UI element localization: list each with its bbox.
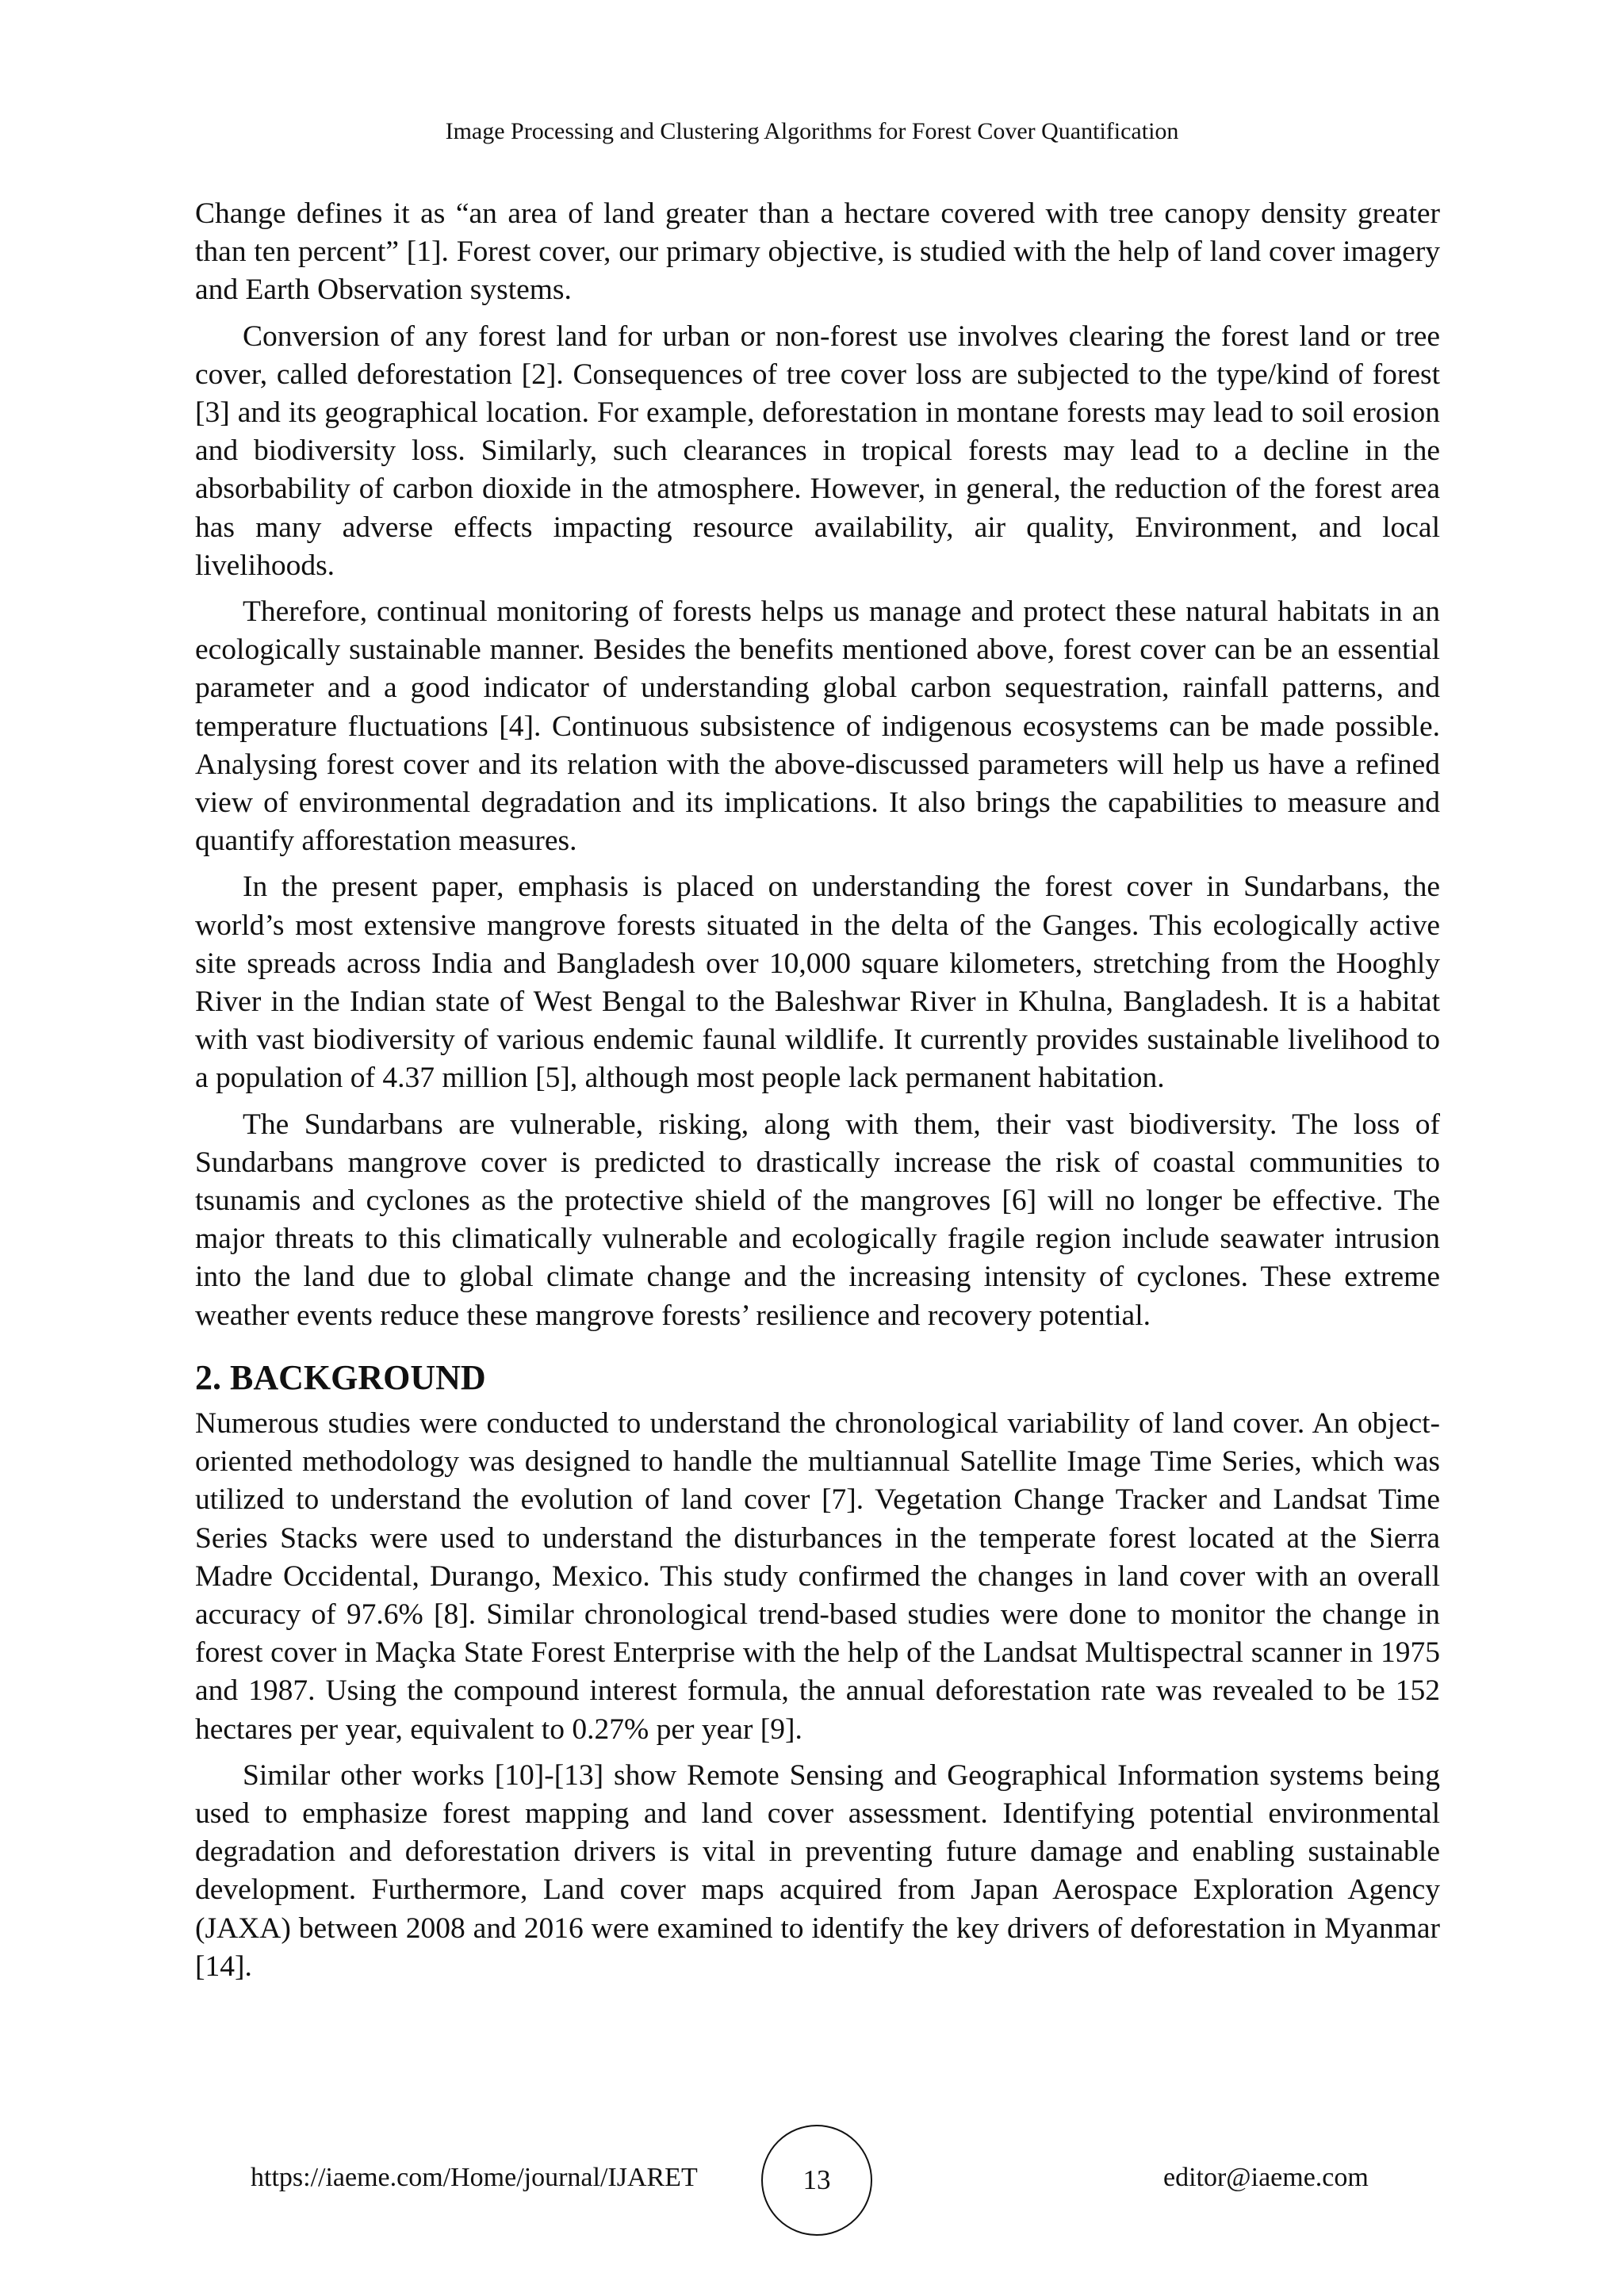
page-number: 13 <box>761 2125 872 2236</box>
paragraph-2: Conversion of any forest land for urban or non-forest use involves clearing the forest land or tree cover, called deforestation [2]. Consequences of tree cover loss are subjected to the type/kind of forest [3] and its geographical location. For example, deforestation in montane forests may lead to soil erosion and biodiversity loss. Similarly, such clearances in tropical forests may lead to a decline in the absorbability of carbon dioxide in the atmosphere. However, in general, the reduction of the forest area has many adverse effects impacting resource availability, air quality, Environment, and local livelihoods. <box>195 320 1440 582</box>
footer-email-link[interactable]: editor@iaeme.com <box>1163 2163 1369 2192</box>
paragraph-1: Change defines it as “an area of land greater than a hectare covered with tree canopy density greater than ten percent” [1]. Forest cover, our primary objective, is studied with the help of land cover imagery and Earth Observation systems. <box>195 197 1440 307</box>
body-text <box>195 195 1440 1994</box>
section-heading-background: 2. BACKGROUND <box>195 1357 486 1397</box>
footer-journal-link[interactable]: https://iaeme.com/Home/journal/IJARET <box>251 2163 698 2192</box>
paragraph-4: In the present paper, emphasis is placed on understanding the forest cover in Sundarbans, the world’s most extensive mangrove forests situated in the delta of the Ganges. This ecologically active site spreads across India and Bangladesh over 10,000 square kilometers, stretching from the Hooghly River in the Indian state of West Bengal to the Baleshwar River in Khulna, Bangladesh. It is a habitat with vast biodiversity of various endemic faunal wildlife. It currently provides sustainable livelihood to a population of 4.37 million [5], although most people lack permanent habitation. <box>195 871 1440 1095</box>
paragraph-7: Similar other works [10]-[13] show Remote Sensing and Geographical Information systems being used to emphasize forest mapping and land cover assessment. Identifying potential environmental degradation and deforestation drivers is vital in preventing future damage and enabling sustainable development. Furthermore, Land cover maps acquired from Japan Aerospace Exploration Agency (JAXA) between 2008 and 2016 were examined to identify the key drivers of deforestation in Myanmar [14]. <box>195 1758 1440 1983</box>
running-header: Image Processing and Clustering Algorithms for Forest Cover Quantification <box>445 118 1179 144</box>
paragraph-5: The Sundarbans are vulnerable, risking, along with them, their vast biodiversity. The loss of Sundarbans mangrove cover is predicted to drastically increase the risk of coastal communities to tsunamis and cyclones as the protective shield of the mangroves [6] will no longer be effective. The major threats to this climatically vulnerable and ecologically fragile region include seawater intrusion into the land due to global climate change and the increasing intensity of cyclones. These extreme weather events reduce these mangrove forests’ resilience and recovery potential. <box>195 1108 1440 1332</box>
paragraph-6: Numerous studies were conducted to understand the chronological variability of land cover. An object-oriented methodology was designed to handle the multiannual Satellite Image Time Series, which was utilized to understand the evolution of land cover [7]. Vegetation Change Tracker and Landsat Time Series Stacks were used to understand the disturbances in the temperate forest located at the Sierra Madre Occidental, Durango, Mexico. This study confirmed the changes in land cover with an overall accuracy of 97.6% [8]. Similar chronological trend-based studies were done to monitor the change in forest cover in Maçka State Forest Enterprise with the help of the Landsat Multispectral scanner in 1975 and 1987. Using the compound interest formula, the annual deforestation rate was revealed to be 152 hectares per year, equivalent to 0.27% per year [9]. <box>195 1406 1440 1746</box>
paragraph-3: Therefore, continual monitoring of forests helps us manage and protect these natural habitats in an ecologically sustainable manner. Besides the benefits mentioned above, forest cover can be an essential parameter and a good indicator of understanding global carbon sequestration, rainfall patterns, and temperature fluctuations [4]. Continuous subsistence of indigenous ecosystems can be made possible. Analysing forest cover and its relation with the above-discussed parameters will help us have a refined view of environmental degradation and its implications. It also brings the capabilities to measure and quantify afforestation measures. <box>195 595 1440 858</box>
